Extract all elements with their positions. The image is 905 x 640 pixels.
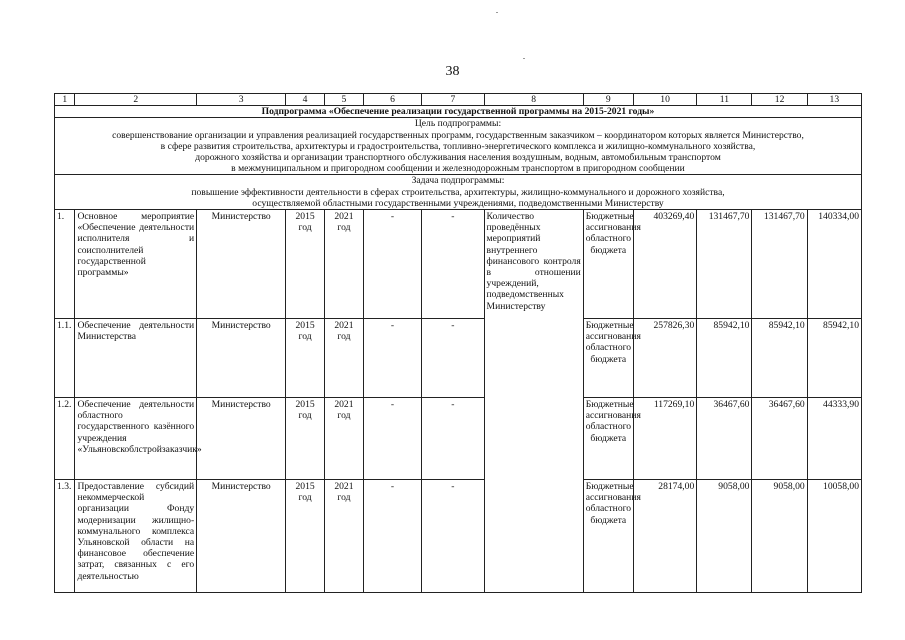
year-amount: 85942,10 — [697, 319, 752, 398]
executor: Министерство — [197, 210, 286, 319]
column-number: 10 — [633, 94, 696, 106]
year-amount: 9058,00 — [697, 480, 752, 593]
funding-source: Бюджетные ассигнования областного бюджета — [583, 480, 633, 593]
column-6-value: - — [363, 319, 421, 398]
task-row — [55, 175, 862, 210]
year-amount: 85942,10 — [807, 319, 861, 398]
goal-line: дорожного хозяйства и организации транспортного обслуживания населения воздушным, водным, автомобильным транспортом — [195, 152, 721, 164]
column-number: 6 — [363, 94, 421, 106]
measure-name: Основное мероприятие «Обеспечение деятельности исполнителя и соисполнителей государственной программы» — [75, 210, 197, 319]
year-amount: 131467,70 — [752, 210, 807, 319]
subprogram-title: Подпрограмма «Обеспечение реализации государственной программы на 2015-2021 годы» — [55, 106, 862, 118]
program-table — [54, 93, 862, 593]
table-row — [55, 480, 862, 593]
column-7-value: - — [422, 210, 484, 319]
year-amount: 9058,00 — [752, 480, 807, 593]
goal-block — [55, 118, 862, 175]
executor: Министерство — [197, 319, 286, 398]
year-amount: 44333,90 — [807, 398, 861, 480]
table-row — [55, 398, 862, 480]
executor: Министерство — [197, 480, 286, 593]
column-number: 12 — [752, 94, 807, 106]
funding-source: Бюджетные ассигнования областного бюджета — [583, 398, 633, 480]
row-number: 1.1. — [55, 319, 75, 398]
funding-source: Бюджетные ассигнования областного бюджета — [583, 210, 633, 319]
total-amount: 117269,10 — [633, 398, 696, 480]
start-year: 2015 год — [286, 319, 325, 398]
column-7-value: - — [422, 319, 484, 398]
column-number: 3 — [197, 94, 286, 106]
year-amount: 85942,10 — [752, 319, 807, 398]
start-year: 2015 год — [286, 480, 325, 593]
column-6-value: - — [363, 480, 421, 593]
column-number: 2 — [75, 94, 197, 106]
end-year: 2021 год — [325, 398, 364, 480]
start-year: 2015 год — [286, 398, 325, 480]
goal-row — [55, 118, 862, 175]
page-number: 38 — [445, 64, 460, 79]
column-number: 8 — [484, 94, 583, 106]
row-number: 1.3. — [55, 480, 75, 593]
column-6-value: - — [363, 210, 421, 319]
total-amount: 28174,00 — [633, 480, 696, 593]
year-amount: 10058,00 — [807, 480, 861, 593]
scan-speck — [523, 58, 525, 59]
column-number: 13 — [807, 94, 861, 106]
measure-name: Обеспечение деятельности Министерства — [75, 319, 197, 398]
goal-heading: Цель подпрограммы: — [414, 118, 502, 130]
column-6-value: - — [363, 398, 421, 480]
funding-source: Бюджетные ассигнования областного бюджета — [583, 319, 633, 398]
end-year: 2021 год — [325, 480, 364, 593]
row-number: 1.2. — [55, 398, 75, 480]
table-row — [55, 319, 862, 398]
measure-name: Предоставление субсидий некоммерческой организации Фонду модернизации жилищно-коммунального комплекса Ульяновской области на финансовое обеспечение затрат, связанных с его деятельностью — [75, 480, 197, 593]
row-number: 1. — [55, 210, 75, 319]
column-number: 4 — [286, 94, 325, 106]
scan-speck — [496, 12, 498, 13]
total-amount: 403269,40 — [633, 210, 696, 319]
year-amount: 36467,60 — [697, 398, 752, 480]
year-amount: 131467,70 — [697, 210, 752, 319]
column-number: 11 — [697, 94, 752, 106]
year-amount: 36467,60 — [752, 398, 807, 480]
column-number: 9 — [583, 94, 633, 106]
total-amount: 257826,30 — [633, 319, 696, 398]
goal-line: в сфере развития строительства, архитектуры и градостроительства, топливно-энергетического комплекса и жилищно-коммунального хозяйства, — [160, 140, 756, 152]
start-year: 2015 год — [286, 210, 325, 319]
end-year: 2021 год — [325, 210, 364, 319]
task-line: осуществляемой областными государственными учреждениями, подведомственными Министерству — [252, 197, 664, 209]
measure-name: Обеспечение деятельности областного государственного казённого учреждения «Ульяновскоблстройзаказчик» — [75, 398, 197, 480]
subprogram-title-row — [55, 106, 862, 118]
column-7-value: - — [422, 480, 484, 593]
table-row — [55, 210, 862, 319]
indicator: Количество проведённых мероприятий внутреннего финансового контроля в отношении учреждений, подведомственных Министерству — [484, 210, 583, 593]
goal-line: в межмуниципальном и пригородном сообщении и железнодорожным транспортом в пригородном сообщении — [231, 163, 685, 175]
column-number: 7 — [422, 94, 484, 106]
task-heading: Задача подпрограммы: — [411, 175, 505, 187]
column-7-value: - — [422, 398, 484, 480]
column-number: 5 — [325, 94, 364, 106]
end-year: 2021 год — [325, 319, 364, 398]
goal-line: совершенствование организации и управления реализацией государственных программ, государственным заказчиком – координатором которых является Министерство, — [112, 129, 804, 141]
task-block — [55, 175, 862, 210]
column-number-row — [55, 94, 862, 106]
year-amount: 140334,00 — [807, 210, 861, 319]
executor: Министерство — [197, 398, 286, 480]
column-number: 1 — [55, 94, 75, 106]
task-line: повышение эффективности деятельности в сферах строительства, архитектуры, жилищно-коммунального и дорожного хозяйства, — [191, 186, 725, 198]
